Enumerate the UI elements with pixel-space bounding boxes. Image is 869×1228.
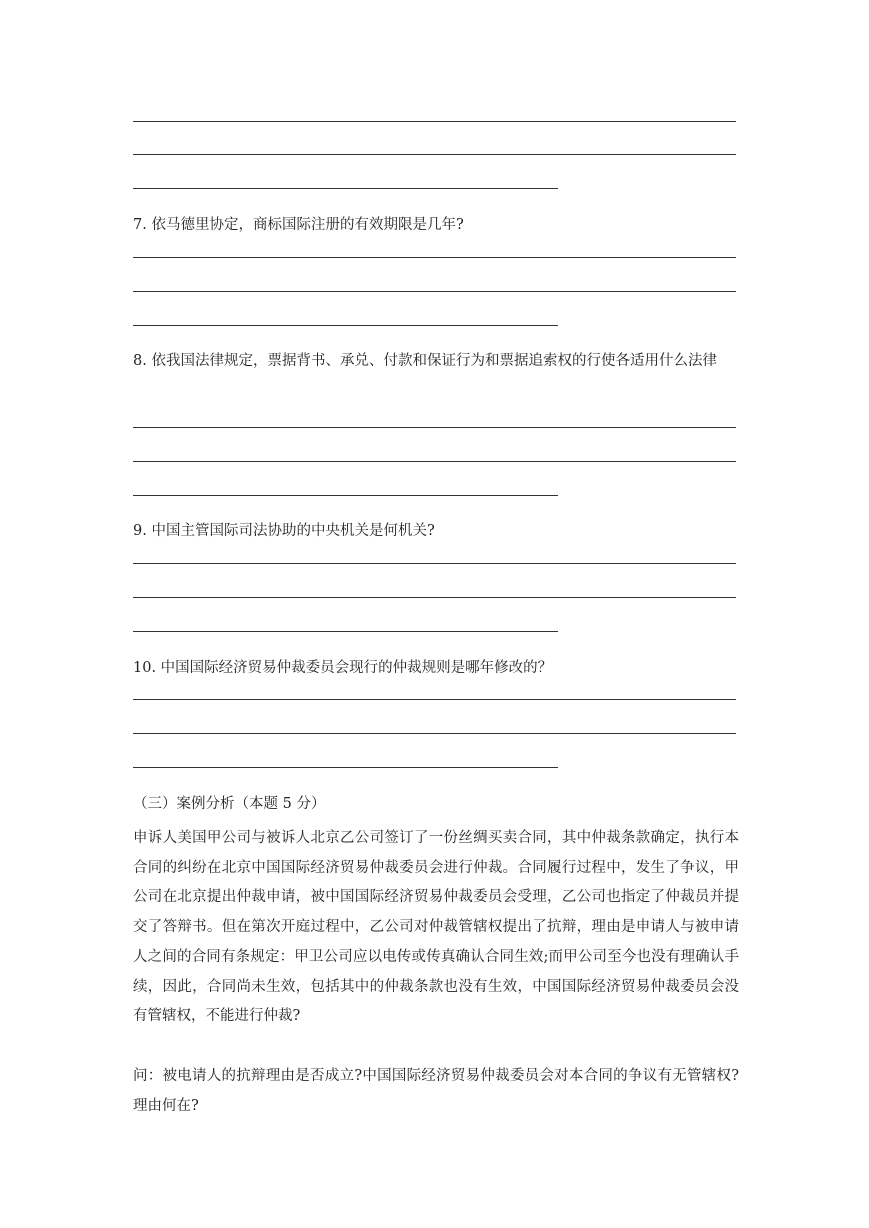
question-8: 8. 依我国法律规定，票据背书、承兑、付款和保证行为和票据追索权的行使各适用什么法律	[133, 353, 717, 369]
question-9: 9. 中国主管国际司法协助的中央机关是何机关?	[133, 523, 435, 539]
answer-line	[133, 257, 736, 258]
case-question: 问：被电请人的抗辩理由是否成立?中国国际经济贸易仲裁委员会对本合同的争议有无管辖权?理由何在?	[133, 1068, 739, 1114]
answer-line	[133, 427, 736, 428]
answer-line	[133, 325, 558, 326]
question-7: 7. 依马德里协定，商标国际注册的有效期限是几年?	[133, 217, 464, 233]
answer-line	[133, 461, 736, 462]
answer-line	[133, 631, 558, 632]
answer-line	[133, 597, 736, 598]
answer-line	[133, 733, 736, 734]
case-text: 申诉人美国甲公司与被诉人北京乙公司签订了一份丝绸买卖合同，其中仲裁条款确定，执行本合同的纠纷在北京中国国际经济贸易仲裁委员会进行仲裁。合同履行过程中，发生了争议，甲公司在北京提出仲裁申请，被中国国际经济贸易仲裁委员会受理，乙公司也指定了仲裁员并提交了答辩书。但在第次开庭过程中，乙公司对仲裁管辖权提出了抗辩，理由是申请人与被申请人之间的合同有条规定：甲卫公司应以电传或传真确认合同生效;而甲公司至今也没有理确认手续，因此，合同尚未生效，包括其中的仲裁条款也没有生效，中国国际经济贸易仲裁委员会没有管辖权，不能进行仲裁?	[133, 830, 739, 1025]
answer-line	[133, 699, 736, 700]
section-heading: （三）案例分析（本题 5 分）	[133, 796, 326, 812]
answer-line	[133, 563, 736, 564]
answer-line	[133, 495, 558, 496]
answer-line	[133, 291, 736, 292]
answer-line	[133, 121, 736, 122]
answer-line	[133, 154, 736, 155]
answer-line	[133, 188, 558, 189]
question-10: 10. 中国国际经济贸易仲裁委员会现行的仲裁规则是哪年修改的？	[133, 660, 553, 676]
answer-line	[133, 767, 558, 768]
